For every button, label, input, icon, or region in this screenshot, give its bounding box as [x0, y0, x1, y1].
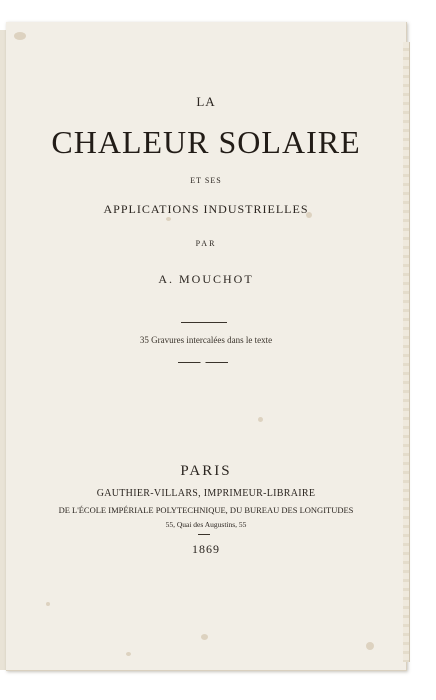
- foxing-spot: [46, 602, 50, 606]
- foxing-spot: [201, 634, 208, 640]
- title-conjunction: ET SES: [190, 176, 222, 185]
- title-article: LA: [196, 94, 216, 109]
- publication-year: 1869: [192, 542, 220, 556]
- foxing-spot: [126, 652, 131, 656]
- illustrations-note: 35 Gravures intercalées dans le texte: [139, 335, 273, 345]
- divider-rule: [181, 322, 227, 323]
- imprint-city: PARIS: [180, 463, 232, 479]
- publisher-address: 55, Quai des Augustins, 55: [165, 520, 247, 529]
- publisher-affiliation: DE L'ÉCOLE IMPÉRIALE POLYTECHNIQUE, DU BUREAU DES LONGITUDES: [58, 505, 354, 515]
- title-page: [6, 22, 407, 671]
- author-prefix: PAR: [195, 239, 217, 248]
- foxing-spot: [166, 217, 171, 221]
- divider-rule-small: [198, 534, 210, 535]
- main-title: CHALEUR SOLAIRE: [51, 124, 361, 160]
- foxing-spot: [258, 417, 263, 422]
- divider-rule: [178, 362, 228, 363]
- foxing-spot: [366, 642, 374, 650]
- foxing-spot: [14, 32, 26, 40]
- author-name: A. MOUCHOT: [158, 272, 254, 286]
- subtitle: APPLICATIONS INDUSTRIELLES: [103, 202, 309, 216]
- publisher-name: GAUTHIER-VILLARS, IMPRIMEUR-LIBRAIRE: [96, 488, 316, 499]
